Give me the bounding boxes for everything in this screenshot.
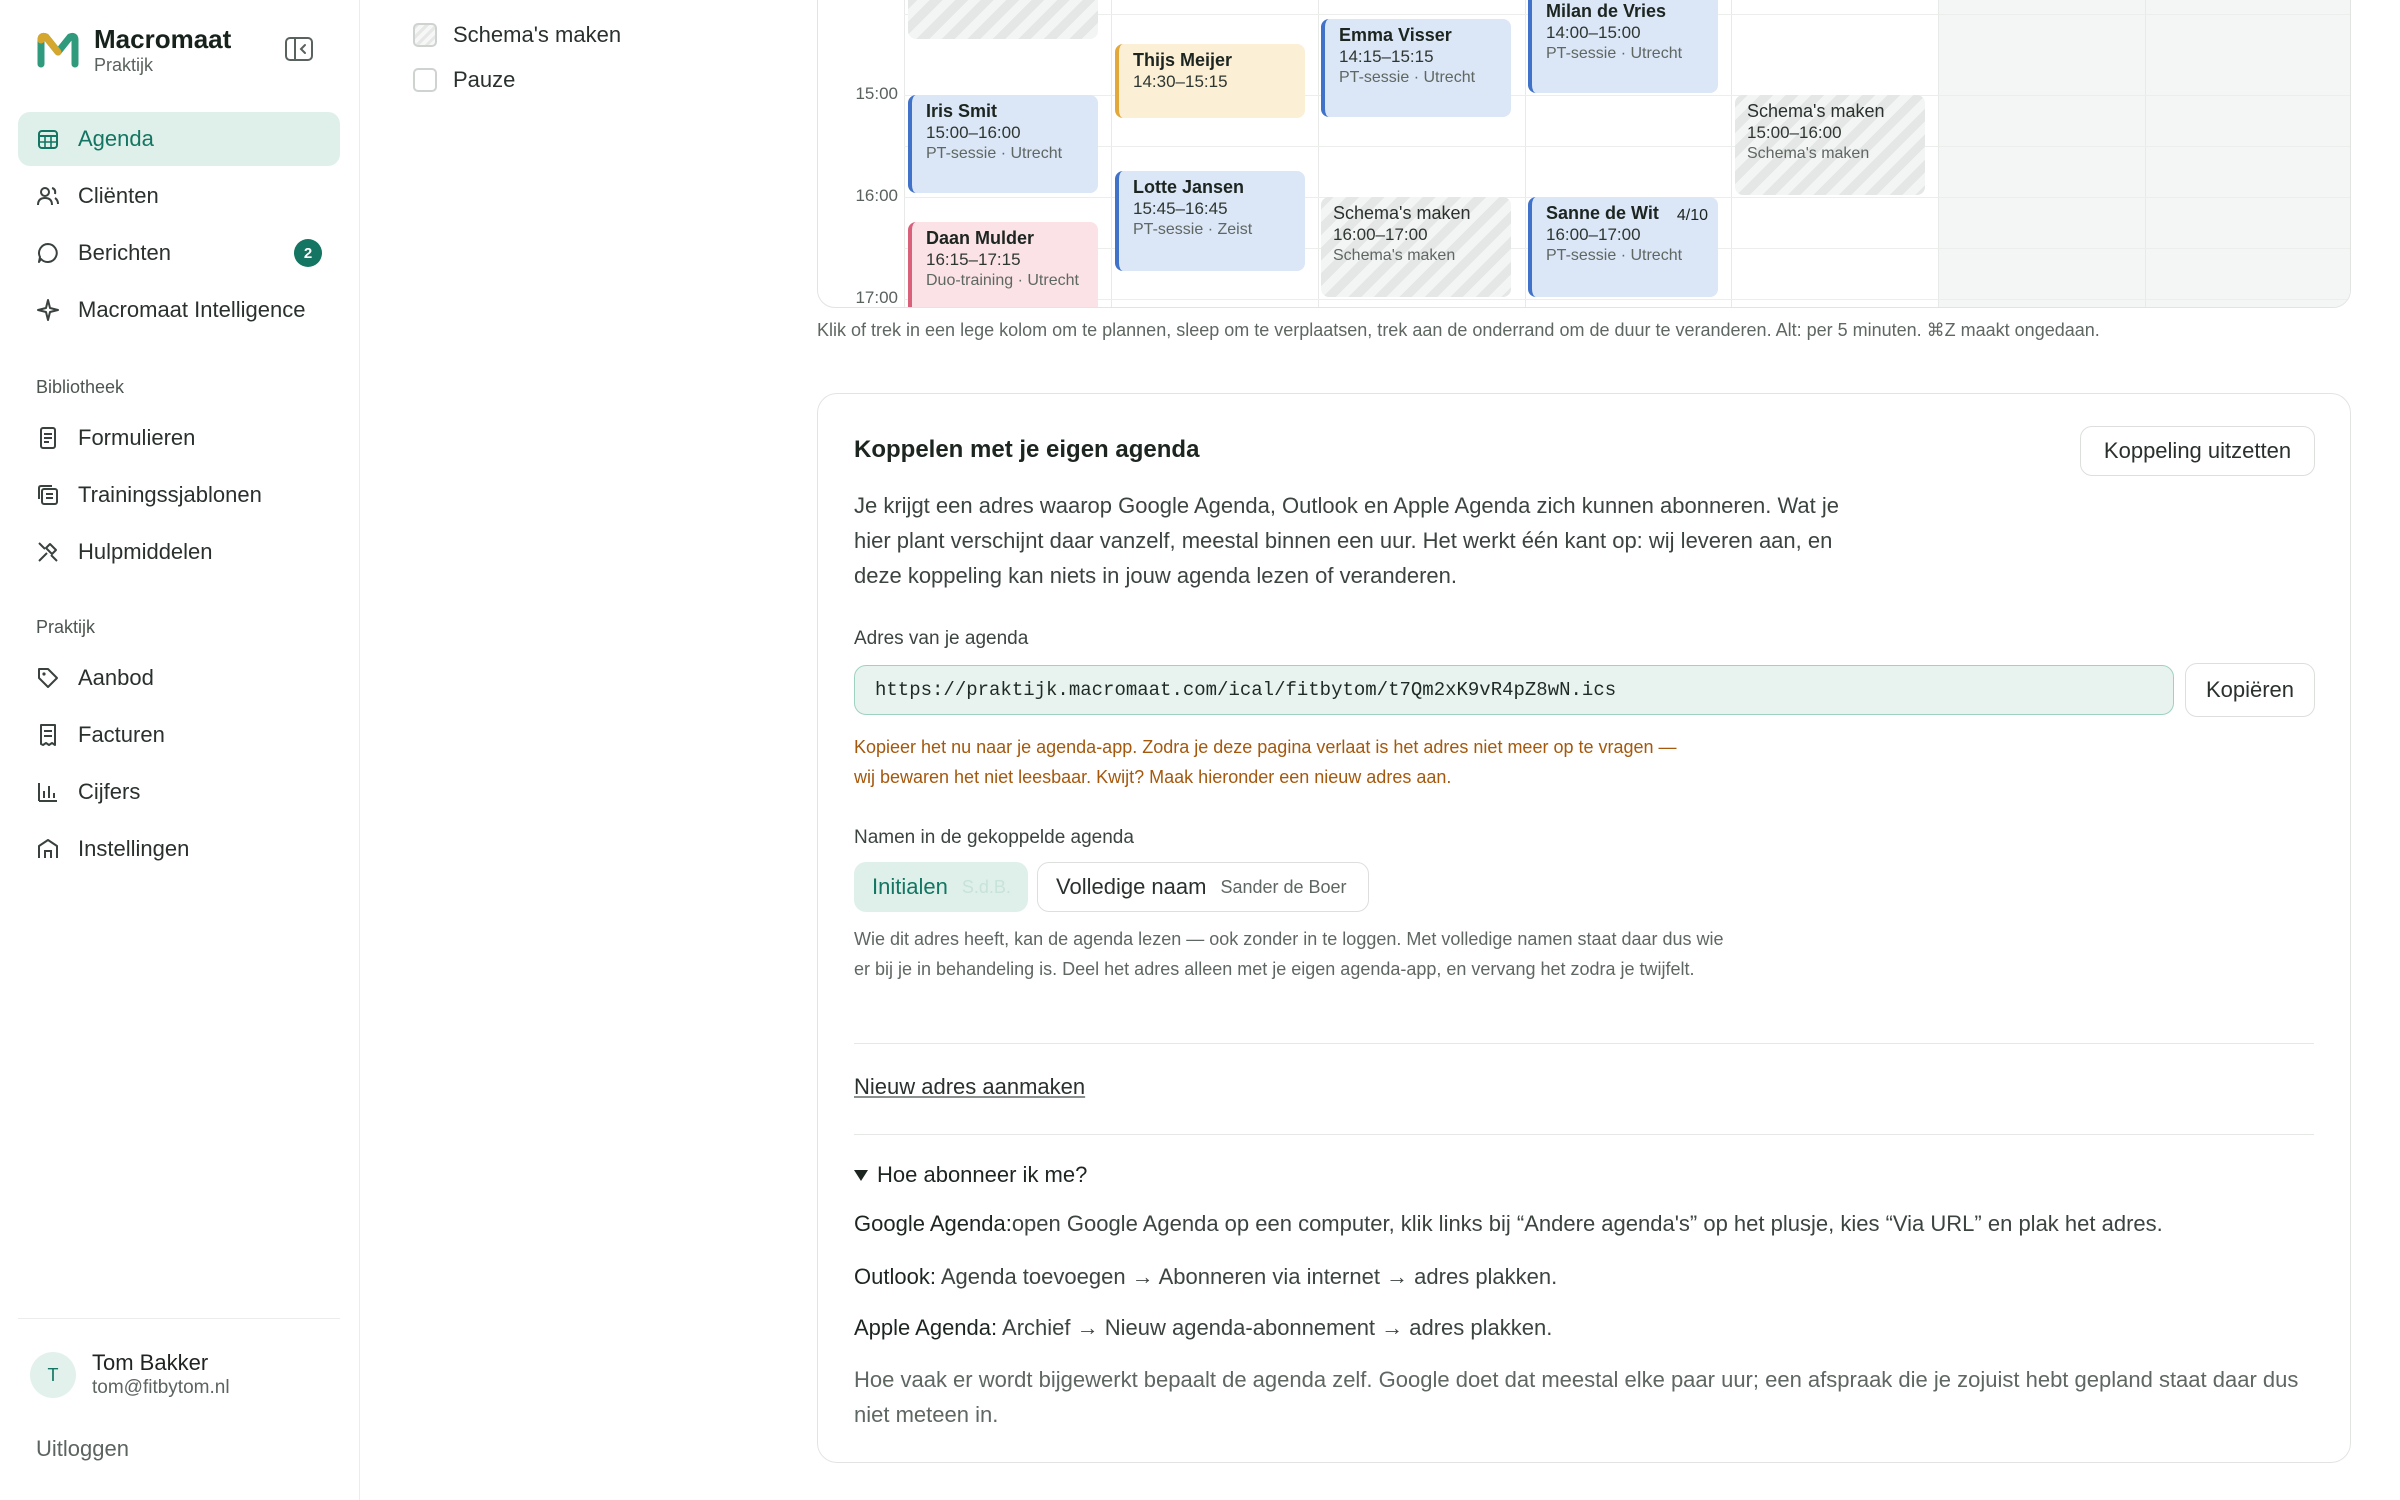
tag-icon (36, 666, 60, 690)
howto-steps: open Google Agenda op een computer, klik links bij “Andere agenda's” op het plusje, kies “Via URL” en plak het adres. (1011, 1211, 2163, 1236)
sidebar-item-intelligence[interactable] (18, 283, 340, 337)
filter-checkbox[interactable] (413, 68, 437, 92)
howto-summary: Hoe abonneer ik me? (877, 1162, 1088, 1187)
sidebar-item-label: Hulpmiddelen (78, 539, 213, 564)
howto-app-name: Outlook: (854, 1264, 936, 1289)
howto-google (854, 1209, 2163, 1239)
divider (854, 1134, 2314, 1135)
sidebar-item-facturen[interactable] (18, 708, 340, 762)
sidebar-item-formulieren[interactable] (18, 411, 340, 465)
howto-toggle[interactable] (854, 1162, 1087, 1188)
day-column-divider (1318, 0, 1319, 307)
howto-app-name: Google Agenda: (854, 1211, 1012, 1236)
invoice-icon (36, 723, 60, 747)
sidebar-item-label: Instellingen (78, 836, 190, 861)
calendar-event[interactable] (1528, 0, 1718, 93)
names-option-initials[interactable] (854, 862, 1028, 912)
event-time: 15:45–16:45 (1133, 199, 1228, 218)
address-label: Adres van je agenda (854, 628, 1029, 649)
filter-checkbox[interactable] (413, 23, 437, 47)
event-time: 16:00–17:00 (1546, 225, 1641, 244)
day-column-divider (1525, 0, 1526, 307)
calendar-event-blocked[interactable] (1735, 95, 1925, 195)
hour-line (904, 299, 2350, 300)
sidebar-item-agenda[interactable] (18, 112, 340, 166)
event-subtitle: Duo-training · Utrecht (926, 272, 1079, 289)
sidebar-divider (18, 1318, 340, 1319)
sidebar-item-instellingen[interactable] (18, 822, 340, 876)
copy-warning: Kopieer het nu naar je agenda-app. Zodra je deze pagina verlaat is het adres niet meer op te vragen — wij bewaren het niet leesbaar. Kwijt? Maak hieronder een nieuw adres aan. (854, 737, 1677, 787)
howto-steps: Archief → Nieuw agenda-abonnement → adres plakken. (997, 1315, 1553, 1340)
day-column-divider (1111, 0, 1112, 307)
sidebar-item-label: Formulieren (78, 425, 196, 450)
event-time: 15:00–16:00 (926, 123, 1021, 142)
howto-outlook (854, 1262, 1557, 1292)
sidebar-item-label: Agenda (78, 126, 154, 151)
update-frequency-note: Hoe vaak er wordt bijgewerkt bepaalt de agenda zelf. Google doet dat meestal elke paar uur; een afspraak die je zojuist hebt gepland staat daar dus niet meteen in. (854, 1367, 2299, 1427)
users-icon (36, 184, 60, 208)
section-label-praktijk: Praktijk (36, 617, 96, 637)
event-subtitle: PT-sessie · Utrecht (1339, 69, 1476, 86)
main-nav (18, 112, 340, 340)
user-profile[interactable] (30, 1350, 230, 1400)
filter-label: Pauze (453, 67, 516, 92)
event-title: Milan de Vries (1546, 1, 1667, 21)
howto-apple (854, 1313, 1552, 1343)
logout-link[interactable]: Uitloggen (36, 1436, 129, 1461)
divider (854, 1043, 2314, 1044)
sparkle-icon (36, 298, 60, 322)
calendar-event[interactable] (908, 95, 1098, 193)
templates-icon (36, 483, 60, 507)
event-time: 16:00–17:00 (1333, 225, 1428, 244)
event-time: 16:15–17:15 (926, 250, 1021, 269)
tools-icon (36, 540, 60, 564)
brand-name: Macromaat (94, 24, 232, 54)
names-option-full-name[interactable] (1037, 862, 1369, 912)
brand[interactable] (36, 24, 231, 76)
message-icon (36, 241, 60, 265)
macromaat-logo-icon (36, 28, 80, 72)
library-nav (18, 411, 340, 582)
week-calendar[interactable] (817, 0, 2351, 308)
new-address-link[interactable]: Nieuw adres aanmaken (854, 1074, 1086, 1099)
chart-icon (36, 780, 60, 804)
sidebar-item-trainingssjablonen[interactable] (18, 468, 340, 522)
calendar-event-blocked[interactable] (908, 0, 1098, 39)
filter-pauze[interactable] (413, 67, 515, 93)
user-name: Tom Bakker (92, 1350, 209, 1375)
calendar-url-field[interactable]: https://praktijk.macromaat.com/ical/fitbytom/t7Qm2xK9vR4pZ8wN.ics (854, 665, 2174, 715)
avatar: T (30, 1352, 76, 1398)
unread-badge: 2 (294, 239, 322, 267)
calendar-sync-card (817, 393, 2351, 1463)
event-title: Lotte Jansen (1133, 177, 1245, 197)
day-column-divider (2145, 0, 2146, 307)
calendar-icon (36, 127, 60, 151)
event-subtitle: PT-sessie · Utrecht (926, 145, 1063, 162)
calendar-event-blocked[interactable] (1321, 197, 1511, 297)
copy-button[interactable]: Kopiëren (2185, 663, 2315, 717)
option-example: Sander de Boer (1220, 876, 1347, 897)
event-title: Schema's maken (1747, 101, 1885, 121)
day-column-divider (1731, 0, 1732, 307)
practice-nav (18, 651, 340, 879)
sidebar (0, 0, 360, 1500)
calendar-event[interactable] (1115, 171, 1305, 271)
section-label-bibliotheek: Bibliotheek (36, 377, 125, 397)
document-icon (36, 426, 60, 450)
sidebar-item-label: Facturen (78, 722, 165, 747)
event-subtitle: PT-sessie · Utrecht (1546, 45, 1683, 62)
calendar-event[interactable] (908, 222, 1098, 308)
day-column-divider (904, 0, 905, 307)
sidebar-item-aanbod[interactable] (18, 651, 340, 705)
time-label: 17:00 (855, 288, 898, 307)
sidebar-item-hulpmiddelen[interactable] (18, 525, 340, 579)
event-time: 14:30–15:15 (1133, 72, 1228, 91)
option-label: Initialen (872, 874, 948, 899)
option-label: Volledige naam (1056, 874, 1207, 899)
sidebar-item-label: Trainingssjablonen (78, 482, 262, 507)
calendar-event[interactable] (1528, 197, 1718, 297)
sidebar-item-label: Macromaat Intelligence (78, 297, 306, 322)
time-label: 15:00 (855, 84, 898, 103)
event-subtitle: PT-sessie · Zeist (1133, 221, 1253, 238)
day-column-divider (1938, 0, 1939, 307)
filter-label: Schema's maken (453, 22, 622, 47)
event-subtitle: Schema's maken (1747, 145, 1870, 162)
event-time: 15:00–16:00 (1747, 123, 1842, 142)
sidebar-item-berichten[interactable] (18, 226, 340, 280)
event-title: Schema's maken (1333, 203, 1471, 223)
disclosure-triangle-icon (854, 1170, 868, 1181)
card-title: Koppelen met je eigen agenda (854, 436, 1200, 463)
participant-count: 4/10 (1676, 207, 1708, 224)
event-title: Daan Mulder (926, 228, 1035, 248)
filter-schemas-maken[interactable] (413, 22, 621, 48)
sidebar-item-label: Cliënten (78, 183, 159, 208)
brand-subtitle: Praktijk (94, 55, 154, 75)
time-label: 16:00 (855, 186, 898, 205)
user-email: tom@fitbytom.nl (92, 1377, 230, 1398)
disable-sync-button[interactable]: Koppeling uitzetten (2080, 426, 2315, 476)
sidebar-item-label: Cijfers (78, 779, 141, 804)
sidebar-item-label: Berichten (78, 240, 171, 265)
building-icon (36, 837, 60, 861)
event-time: 14:15–15:15 (1339, 47, 1434, 66)
event-title: Iris Smit (926, 101, 998, 121)
calendar-event[interactable] (1321, 19, 1511, 117)
howto-app-name: Apple Agenda: (854, 1315, 998, 1340)
event-subtitle: PT-sessie · Utrecht (1546, 247, 1683, 264)
howto-steps: Agenda toevoegen → Abonneren via internet → adres plakken. (935, 1264, 1558, 1289)
event-title: Emma Visser (1339, 25, 1452, 45)
sidebar-item-clienten[interactable] (18, 169, 340, 223)
event-subtitle: Schema's maken (1333, 247, 1456, 264)
event-title: Thijs Meijer (1133, 50, 1233, 70)
event-time: 14:00–15:00 (1546, 23, 1641, 42)
sidebar-item-label: Aanbod (78, 665, 154, 690)
event-title: Sanne de Wit (1546, 203, 1659, 223)
half-hour-line (904, 146, 2350, 147)
collapse-sidebar-icon[interactable] (284, 36, 314, 62)
calendar-event[interactable] (1115, 44, 1305, 118)
sidebar-item-cijfers[interactable] (18, 765, 340, 819)
calendar-hint: Klik of trek in een lege kolom om te plannen, sleep om te verplaatsen, trek aan de onderrand om de duur te veranderen. Alt: per 5 minuten. ⌘Z maakt ongedaan. (817, 320, 2100, 340)
names-label: Namen in de gekoppelde agenda (854, 827, 1134, 848)
sync-intro-text: Je krijgt een adres waarop Google Agenda, Outlook en Apple Agenda zich kunnen abonneren. Wat je hier plant verschijnt daar vanzelf, meestal binnen een uur. Het werkt één kant op: wij leveren aan, en deze koppeling kan niets in jouw agenda lezen of veranderen. (854, 493, 1839, 588)
option-example: S.d.B. (961, 876, 1011, 897)
privacy-note: Wie dit adres heeft, kan de agenda lezen — ook zonder in te loggen. Met volledige namen staat daar dus wie er bij je in behandeling is. Deel het adres alleen met je eigen agenda-app, en vervang het zodra je twijfelt. (854, 929, 1724, 979)
